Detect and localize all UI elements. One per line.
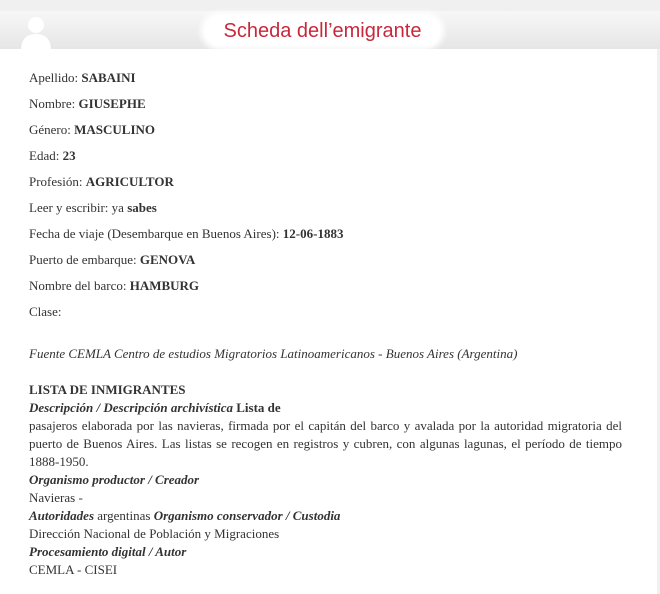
top-strip <box>0 0 660 11</box>
field-nombre <box>29 96 146 112</box>
field-label: Apellido: <box>29 70 79 85</box>
descripcion-label: Descripción / Descripción archivística <box>29 400 234 415</box>
autoridades-text: argentinas <box>97 508 151 523</box>
field-label: Género: <box>29 122 71 137</box>
field-leer-escribir <box>29 200 157 216</box>
field-value: MASCULINO <box>74 122 156 137</box>
descripcion-line <box>29 399 622 417</box>
field-fecha-viaje <box>29 226 343 242</box>
autoridades-line <box>29 507 622 525</box>
field-label: Nombre: <box>29 96 76 111</box>
page-title: Scheda dell’emigrante <box>223 20 422 42</box>
descripcion-bold-tail: Lista de <box>236 400 281 415</box>
field-label: Nombre del barco: <box>29 278 127 293</box>
lista-section <box>29 381 622 579</box>
field-edad <box>29 148 76 164</box>
autoridades-label: Autoridades <box>29 508 95 523</box>
lista-heading: LISTA DE INMIGRANTES <box>29 382 186 397</box>
field-value: HAMBURG <box>129 278 200 293</box>
field-label: Clase: <box>29 304 62 319</box>
field-label: Leer y escribir: ya <box>29 200 124 215</box>
field-genero <box>29 122 155 138</box>
field-label: Puerto de embarque: <box>29 252 137 267</box>
field-label: Fecha de viaje (Desembarque en Buenos Aires): <box>29 226 280 241</box>
field-value: 12-06-1883 <box>282 226 344 241</box>
digital-label: Procesamiento digital / Autor <box>29 544 187 559</box>
field-label: Edad: <box>29 148 60 163</box>
source-note: Fuente CEMLA Centro de estudios Migratorios Latinoamericanos - Buenos Aires (Argentina) <box>29 346 518 361</box>
field-value: 23 <box>62 148 76 163</box>
field-value: AGRICULTOR <box>85 174 174 189</box>
field-nombre-barco <box>29 278 199 294</box>
productor-value: Navieras - <box>29 490 83 505</box>
conservador-label: Organismo conservador / Custodia <box>153 508 341 523</box>
descripcion-text: pasajeros elaborada por las navieras, firmada por el capitán del barco y avalada por la autoridad migratoria del puerto de Buenos Aires. Las listas se recogen en registros y cubren, con algunas lagunas, el período de tiempo 1888-1950. <box>29 418 622 469</box>
field-value: SABAINI <box>81 70 136 85</box>
conservador-value: Dirección Nacional de Población y Migraciones <box>29 526 280 541</box>
field-value: sabes <box>127 200 157 215</box>
field-clase <box>29 304 62 320</box>
field-puerto-embarque <box>29 252 195 268</box>
digital-value: CEMLA - CISEI <box>29 562 118 577</box>
field-value: GIUSEPHE <box>78 96 146 111</box>
field-label: Profesión: <box>29 174 83 189</box>
field-value: GENOVA <box>139 252 196 267</box>
avatar-icon <box>18 14 54 50</box>
field-apellido <box>29 70 136 86</box>
productor-label: Organismo productor / Creador <box>29 472 200 487</box>
field-profesion <box>29 174 174 190</box>
page-header <box>0 11 660 49</box>
